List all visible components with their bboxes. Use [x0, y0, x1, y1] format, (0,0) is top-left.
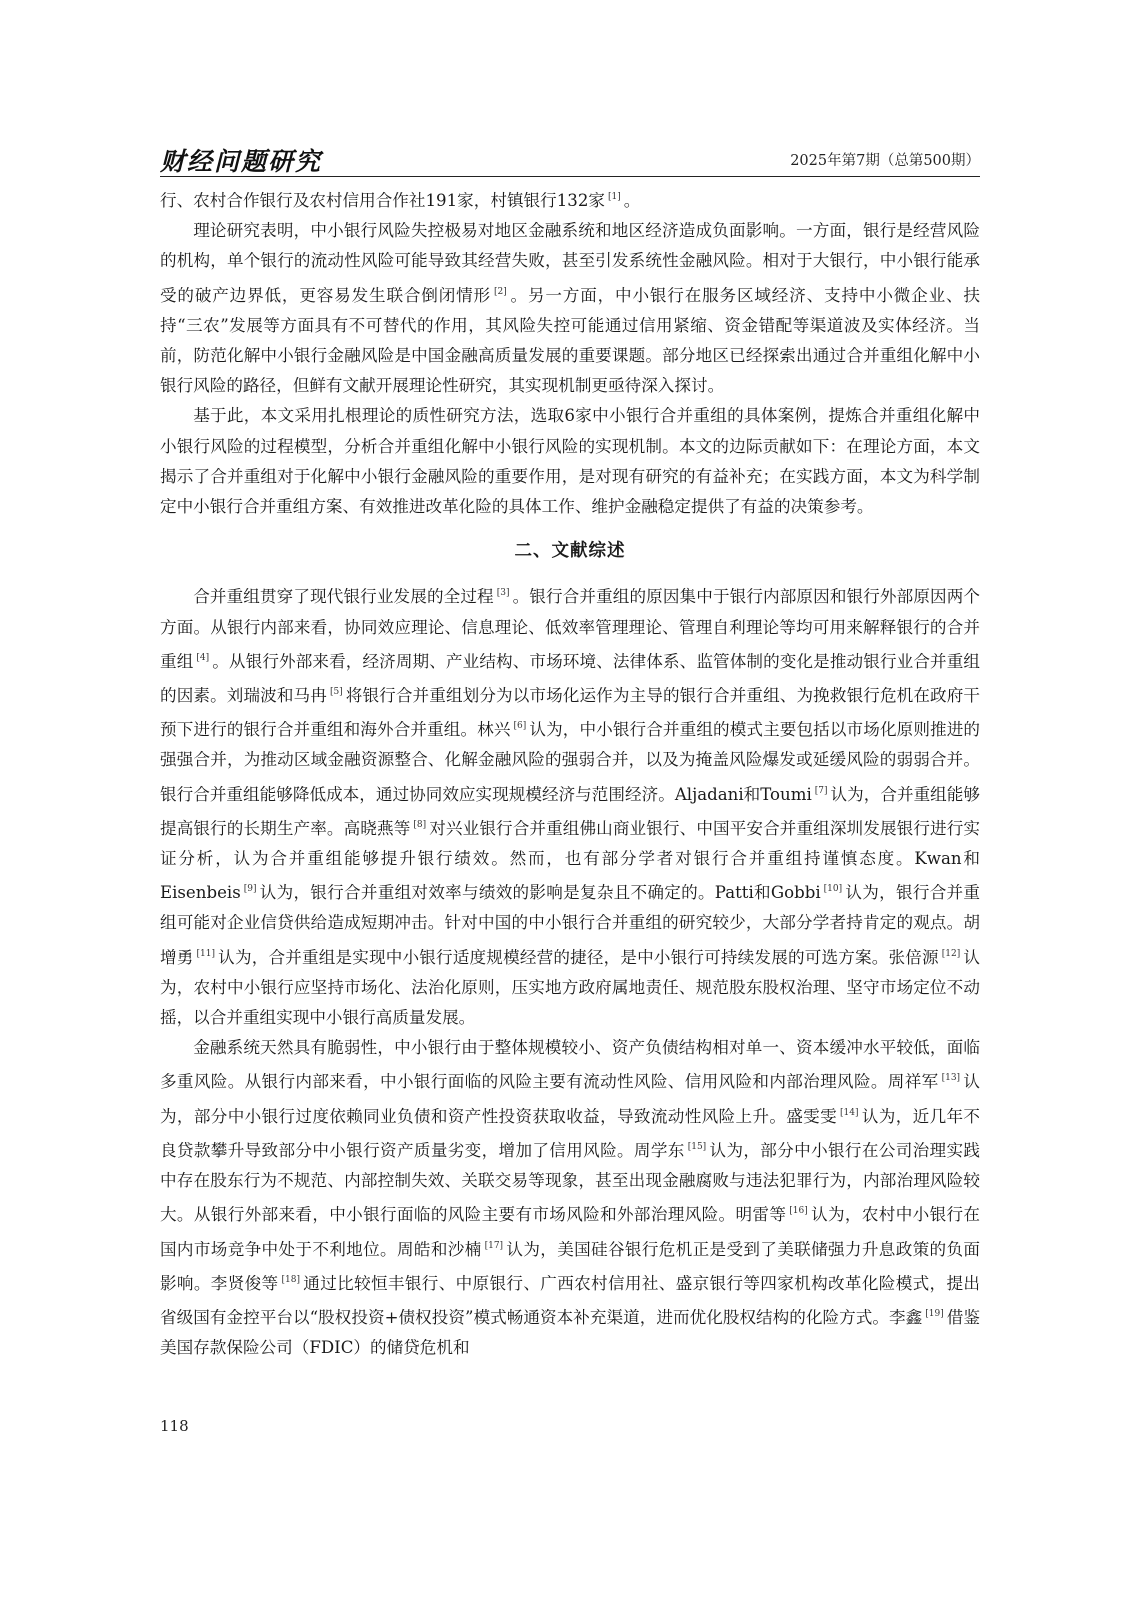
citation-ref: [11] [196, 948, 216, 959]
citation-ref: [9] [243, 884, 257, 895]
literature-review-paragraphs [160, 578, 980, 1363]
text-run: 行、农村合作银行及农村信用合作社191家，村镇银行132家 [160, 191, 605, 210]
text-run: 金融系统天然具有脆弱性，中小银行由于整体规模较小、资产负债结构相对单一、资本缓冲水平较低，面临多重风险。从银行内部来看，中小银行面临的风险主要有流动性风险、信用风险和内部治理风险。周祥军 [160, 1038, 980, 1092]
text-run: 认为，中小银行合并重组的模式主要包括以市场化原则推进的强强合并，为推动区域金融资源整合、化解金融风险的强弱合并，以及为掩盖风险爆发或延缓风险的弱弱合并。银行合并重组能够降低成本，通过协同效应实现规模经济与范围经济。Aljadani和Toumi [160, 720, 980, 804]
intro-paragraphs [160, 182, 980, 522]
paragraph [160, 216, 980, 401]
text-run: 借鉴美国存款保险公司（FDIC）的储贷危机和 [160, 1307, 981, 1358]
citation-ref: [18] [281, 1274, 300, 1285]
text-run: 。另一方面，中小银行在服务区域经济、支持中小微企业、扶持“三农”发展等方面具有不可替代的作用，其风险失控可能通过信用紧缩、资金错配等渠道波及实体经济。当前，防范化解中小银行金融风险是中国金融高质量发展的重要课题。部分地区已经探索出通过合并重组化解中小银行风险的路径，但鲜有文献开展理论性研究，其实现机制更亟待深入探讨。 [160, 285, 981, 396]
text-run: 通过比较恒丰银行、中原银行、广西农村信用社、盛京银行等四家机构改革化险模式，提出省级国有金控平台以“股权投资+债权投资”模式畅通资本补充渠道，进而优化股权结构的化险方式。李鑫 [160, 1273, 981, 1327]
citation-ref: [19] [925, 1308, 944, 1319]
citation-ref: [2] [493, 286, 507, 297]
citation-ref: [4] [196, 652, 210, 663]
paragraph [160, 578, 980, 1033]
citation-ref: [8] [413, 819, 427, 830]
citation-ref: [5] [329, 687, 343, 698]
paragraph [160, 182, 980, 216]
issue-info: 2025年第7期（总第500期） [790, 153, 980, 169]
citation-ref: [7] [814, 785, 828, 796]
citation-ref: [10] [823, 884, 843, 895]
text-run: 认为，合并重组是实现中小银行适度规模经营的捷径，是中小银行可持续发展的可选方案。张倍源 [218, 947, 939, 967]
text-run: 。 [623, 191, 641, 210]
page-number: 118 [160, 1417, 189, 1435]
text-run: 认为，银行合并重组可能对企业信贷供给造成短期冲击。针对中国的中小银行合并重组的研究较少，大部分学者持肯定的观点。胡增勇 [160, 883, 980, 967]
text-run: 合并重组贯穿了现代银行业发展的全过程 [193, 587, 494, 607]
citation-ref: [3] [496, 588, 510, 599]
text-run: 认为，银行合并重组对效率与绩效的影响是复杂且不确定的。Patti和Gobbi [259, 883, 821, 903]
citation-ref: [14] [840, 1107, 859, 1118]
running-header [160, 142, 980, 177]
text-run: 。银行合并重组的原因集中于银行内部原因和银行外部原因两个方面。从银行内部来看，协同效应理论、信息理论、低效率管理理论、管理自利理论等均可用来解释银行的合并重组 [160, 587, 980, 671]
citation-ref: [16] [789, 1206, 808, 1217]
paragraph [160, 1033, 980, 1363]
section-title: 二、文献综述 [514, 541, 626, 562]
text-run: 认为，部分中小银行过度依赖同业负债和资产性投资获取收益，导致流动性风险上升。盛雯雯 [160, 1072, 981, 1126]
text-run: 将银行合并重组划分为以市场化运作为主导的银行合并重组、为挽救银行危机在政府干预下进行的银行合并重组和海外合并重组。林兴 [160, 686, 981, 740]
citation-ref: [13] [941, 1073, 961, 1084]
citation-ref: [1] [608, 192, 621, 202]
text-run: 认为，部分中小银行在公司治理实践中存在股东行为不规范、内部控制失效、关联交易等现象，甚至出现金融腐败与违法犯罪行为，内部治理风险较大。从银行外部来看，中小银行面临的风险主要有市场风险和外部治理风险。明雷等 [160, 1140, 981, 1225]
paragraph [160, 401, 980, 522]
citation-ref: [12] [941, 948, 961, 959]
article-body [160, 182, 980, 1363]
text-run: 对兴业银行合并重组佛山商业银行、中国平安合并重组深圳发展银行进行实证分析，认为合并重组能够提升银行绩效。然而，也有部分学者对银行合并重组持谨慎态度。Kwan和Eisenbeis [160, 818, 980, 903]
text-run: 理论研究表明，中小银行风险失控极易对地区金融系统和地区经济造成负面影响。一方面，银行是经营风险的机构，单个银行的流动性风险可能导致其经营失败，甚至引发系统性金融风险。相对于大银行，中小银行能承受的破产边界低，更容易发生联合倒闭情形 [160, 221, 980, 305]
citation-ref: [6] [513, 721, 527, 732]
citation-ref: [17] [484, 1240, 504, 1251]
text-run: 认为，美国硅谷银行危机正是受到了美联储强力升息政策的负面影响。李贤俊等 [160, 1239, 981, 1293]
citation-ref: [15] [687, 1141, 707, 1152]
text-run: 认为，合并重组能够提高银行的长期生产率。高晓燕等 [160, 784, 980, 838]
text-run: 认为，近几年不良贷款攀升导致部分中小银行资产质量劣变，增加了信用风险。周学东 [160, 1106, 981, 1160]
text-run: 基于此，本文采用扎根理论的质性研究方法，选取6家中小银行合并重组的具体案例，提炼合并重组化解中小银行风险的过程模型，分析合并重组化解中小银行风险的实现机制。本文的边际贡献如下：在理论方面，本文揭示了合并重组对于化解中小银行金融风险的重要作用，是对现有研究的有益补充；在实践方面，本文为科学制定中小银行合并重组方案、有效推进改革化险的具体工作、维护金融稳定提供了有益的决策参考。 [160, 406, 980, 517]
journal-logo: 财经问题研究 [160, 147, 323, 176]
text-run: 认为，农村中小银行应坚持市场化、法治化原则，压实地方政府属地责任、规范股东股权治理、坚守市场定位不动摇，以合并重组实现中小银行高质量发展。 [160, 947, 981, 1028]
text-run: 。从银行外部来看，经济周期、产业结构、市场环境、法律体系、监管体制的变化是推动银行业合并重组的因素。刘瑞波和马冉 [160, 651, 981, 706]
text-run: 认为，农村中小银行在国内市场竞争中处于不利地位。周皓和沙楠 [160, 1205, 981, 1259]
